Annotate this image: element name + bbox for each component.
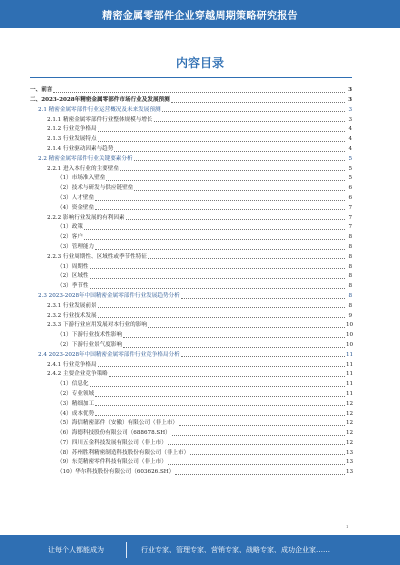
toc-entry[interactable] (30, 153, 352, 163)
toc-leader-dots (95, 200, 345, 201)
toc-entry-page: 11 (346, 371, 354, 378)
toc-entry[interactable] (30, 339, 352, 349)
toc-entry[interactable] (30, 349, 352, 359)
toc-entry-text: （2）客户 (57, 234, 83, 241)
toc-entry[interactable] (30, 143, 352, 153)
toc-entry-text: 2.2.2 影响行业发展的有利因素 (47, 214, 125, 221)
toc-leader-dots (134, 190, 345, 191)
toc-entry[interactable] (30, 221, 352, 231)
toc-leader-dots (114, 151, 345, 152)
toc-leader-dots (95, 209, 345, 210)
toc-leader-dots (84, 229, 345, 230)
toc-leader-dots (84, 239, 345, 240)
title-divider (30, 77, 352, 78)
toc-leader-dots (162, 111, 345, 112)
toc-entry[interactable] (30, 241, 352, 251)
toc-entry-page: 12 (346, 439, 354, 446)
toc-leader-dots (90, 288, 345, 289)
toc-entry-text: （1）下游行业技术性影响 (57, 332, 123, 339)
toc-entry[interactable] (30, 231, 352, 241)
toc-leader-dots (172, 435, 345, 436)
toc-entry[interactable] (30, 192, 352, 202)
toc-leader-dots (109, 376, 345, 377)
toc-entry[interactable] (30, 133, 352, 143)
toc-entry-text: （2）下游行业景气度影响 (57, 341, 123, 348)
toc-entry-text: 2.2 精密金属零部件行业关键要素分析 (38, 155, 133, 162)
toc-leader-dots (148, 327, 345, 328)
toc-entry[interactable] (30, 407, 352, 417)
toc-entry-page: 8 (348, 253, 352, 260)
toc-entry-text: （1）信息化 (57, 381, 89, 388)
toc-leader-dots (179, 425, 345, 426)
toc-leader-dots (134, 160, 345, 161)
toc-entry-text: 2.1.3 行业发展特点 (47, 136, 97, 143)
toc-entry-page: 8 (348, 243, 352, 250)
toc-entry-page: 11 (346, 390, 354, 397)
toc-entry-page: 6 (348, 185, 352, 192)
toc-entry-page: 12 (346, 400, 354, 407)
footer-slogan: 让每个人都能成为 (48, 546, 104, 554)
toc-entry[interactable] (30, 104, 352, 114)
toc-entry-page: 13 (346, 449, 354, 456)
toc-entry[interactable] (30, 456, 352, 466)
toc-entry-text: 2.1.4 行业驱动因素与趋势 (47, 145, 114, 152)
toc-entry-text: （1）市场准入壁垒 (57, 175, 106, 182)
toc-leader-dots (120, 170, 345, 171)
toc-entry-text: （6）海德科技股份有限公司（688678.SH） (57, 430, 171, 437)
table-of-contents (30, 84, 352, 476)
toc-leader-dots (98, 366, 345, 367)
toc-entry-page: 9 (348, 312, 352, 319)
toc-entry[interactable] (30, 290, 352, 300)
toc-leader-dots (190, 454, 345, 455)
toc-entry-text: （3）季节性 (57, 283, 89, 290)
toc-entry[interactable] (30, 417, 352, 427)
toc-entry-page: 3 (348, 116, 352, 123)
toc-entry[interactable] (30, 446, 352, 456)
toc-leader-dots (175, 474, 345, 475)
toc-entry-text: 2.3 2023-2028年中国精密金属零部件行业发展趋势分析 (38, 292, 180, 299)
footer-tagline: 行业专家、管理专家、营销专家、战略专家、成功企业家…… (141, 546, 330, 554)
toc-entry-page: 8 (348, 273, 352, 280)
page-number: 1 (346, 524, 349, 529)
toc-entry-text: 2.4.2 主要企业竞争策略 (47, 371, 108, 378)
toc-entry[interactable] (30, 280, 352, 290)
toc-entry-page: 8 (348, 283, 352, 290)
toc-entry-text: （1）政策 (57, 224, 83, 231)
toc-leader-dots (181, 298, 345, 299)
toc-leader-dots (148, 258, 345, 259)
toc-entry-text: 2.3.2 行业技术发展 (47, 312, 97, 319)
toc-entry[interactable] (30, 319, 352, 329)
toc-entry[interactable] (30, 123, 352, 133)
toc-entry-text: （1）周期性 (57, 263, 89, 270)
toc-entry-text: （3）精细加工 (57, 400, 95, 407)
toc-entry[interactable] (30, 300, 352, 310)
toc-entry-text: （2）专业领域 (57, 390, 95, 397)
toc-entry-text: （9）东莞精密零件科技有限公司（非上市） (57, 459, 167, 466)
toc-leader-dots (154, 121, 345, 122)
toc-entry[interactable] (30, 94, 352, 104)
toc-entry-page: 11 (346, 351, 354, 358)
toc-entry-text: 2.1 精密金属零部件行业运营概况及未来发展预测 (38, 106, 161, 113)
toc-entry[interactable] (30, 202, 352, 212)
report-footer (0, 535, 400, 565)
toc-entry[interactable] (30, 378, 352, 388)
toc-entry-page: 8 (348, 292, 352, 299)
toc-entry-text: （2）技术与研发与供应链壁垒 (57, 185, 134, 192)
toc-entry-page: 12 (346, 410, 354, 417)
toc-entry-page: 7 (348, 204, 352, 211)
toc-entry-text: 2.2.3 行业周期性、区域性或季节性特征 (47, 253, 147, 260)
toc-leader-dots (53, 92, 345, 93)
report-header (0, 0, 400, 28)
toc-entry[interactable] (30, 398, 352, 408)
toc-entry[interactable] (30, 270, 352, 280)
toc-entry-page: 10 (346, 332, 354, 339)
toc-leader-dots (90, 268, 345, 269)
toc-leader-dots (98, 317, 345, 318)
toc-entry-text: （2）区域性 (57, 273, 89, 280)
toc-entry-page: 6 (348, 194, 352, 201)
toc-entry[interactable] (30, 466, 352, 476)
toc-leader-dots (90, 386, 345, 387)
toc-entry-text: 2.1.1 精密金属零部件行业整体规模与增长 (47, 116, 153, 123)
toc-entry-text: 2.4 2023-2028年中国精密金属零部件行业竞争格局分析 (38, 351, 180, 358)
toc-entry-page: 10 (346, 341, 354, 348)
toc-entry[interactable] (30, 388, 352, 398)
toc-leader-dots (98, 307, 345, 308)
toc-entry-text: （4）成本优势 (57, 410, 95, 417)
toc-entry-page: 3 (348, 106, 352, 113)
toc-entry-page: 8 (348, 263, 352, 270)
footer-divider (126, 542, 127, 558)
toc-leader-dots (98, 141, 345, 142)
toc-entry-page: 8 (348, 234, 352, 241)
toc-entry[interactable] (30, 162, 352, 172)
toc-leader-dots (168, 444, 345, 445)
toc-entry-page: 5 (348, 155, 352, 162)
toc-entry-page: 12 (346, 430, 354, 437)
toc-entry-text: 2.2.1 进入本行业的主要壁垒 (47, 165, 119, 172)
toc-leader-dots (181, 356, 345, 357)
toc-entry-page: 3 (348, 87, 352, 94)
toc-entry[interactable] (30, 172, 352, 182)
toc-leader-dots (95, 396, 345, 397)
toc-entry-page: 4 (348, 145, 352, 152)
toc-entry-page: 7 (348, 224, 352, 231)
toc-entry-text: 2.1.2 行业竞争格局 (47, 126, 97, 133)
toc-entry-text: 2.3.3 下游行业应用发展对本行业的影响 (47, 322, 147, 329)
toc-entry-page: 7 (348, 214, 352, 221)
toc-leader-dots (95, 415, 345, 416)
toc-entry-page: 8 (348, 302, 352, 309)
toc-leader-dots (106, 180, 345, 181)
toc-entry[interactable] (30, 329, 352, 339)
toc-entry-text: （7）四川五金科技发展有限公司（非上市） (57, 439, 167, 446)
toc-leader-dots (95, 405, 345, 406)
toc-entry[interactable] (30, 251, 352, 261)
toc-entry-page: 4 (348, 136, 352, 143)
toc-entry[interactable] (30, 368, 352, 378)
toc-entry-text: 2.3.1 行业发展前景 (47, 302, 97, 309)
toc-entry-page: 11 (346, 361, 354, 368)
toc-entry-page: 13 (346, 459, 354, 466)
toc-entry-text: （10）华尔科技股份有限公司（603626.SH） (57, 469, 175, 476)
toc-entry-page: 11 (346, 381, 354, 388)
toc-entry-text: （4）资金壁垒 (57, 204, 95, 211)
toc-entry[interactable] (30, 260, 352, 270)
toc-entry-page: 5 (348, 175, 352, 182)
toc-entry-page: 3 (348, 97, 352, 103)
toc-entry-text: 二、2023-2028年精密金属零部件市场行业及发展预测 (30, 97, 170, 103)
toc-leader-dots (98, 131, 345, 132)
report-title: 精密金属零部件企业穿越周期策略研究报告 (102, 10, 298, 22)
toc-entry-page: 4 (348, 126, 352, 133)
toc-entry[interactable] (30, 437, 352, 447)
toc-heading: 内容目录 (175, 56, 224, 70)
toc-entry-text: （8）苏州胜利精密制造科技股份有限公司（非上市） (57, 449, 190, 456)
toc-entry-text: 2.4.1 行业竞争格局 (47, 361, 97, 368)
toc-entry[interactable] (30, 309, 352, 319)
toc-entry-page: 5 (348, 165, 352, 172)
toc-entry-page: 12 (346, 420, 354, 427)
toc-leader-dots (168, 464, 345, 465)
toc-entry[interactable] (30, 358, 352, 368)
toc-leader-dots (90, 278, 345, 279)
toc-leader-dots (123, 337, 345, 338)
toc-entry-text: （3）管理能力 (57, 243, 95, 250)
toc-entry[interactable] (30, 113, 352, 123)
toc-leader-dots (123, 347, 345, 348)
toc-entry-text: （5）海信精密部件（安徽）有限公司（非上市） (57, 420, 179, 427)
toc-entry[interactable] (30, 182, 352, 192)
toc-entry[interactable] (30, 84, 352, 94)
toc-entry[interactable] (30, 427, 352, 437)
toc-leader-dots (171, 102, 345, 103)
toc-entry-page: 10 (346, 322, 354, 329)
toc-entry[interactable] (30, 211, 352, 221)
toc-leader-dots (126, 219, 345, 220)
toc-entry-text: 一、前言 (30, 87, 53, 94)
toc-entry-text: （3）人才壁垒 (57, 194, 95, 201)
toc-leader-dots (95, 249, 345, 250)
toc-entry-page: 13 (346, 469, 354, 476)
